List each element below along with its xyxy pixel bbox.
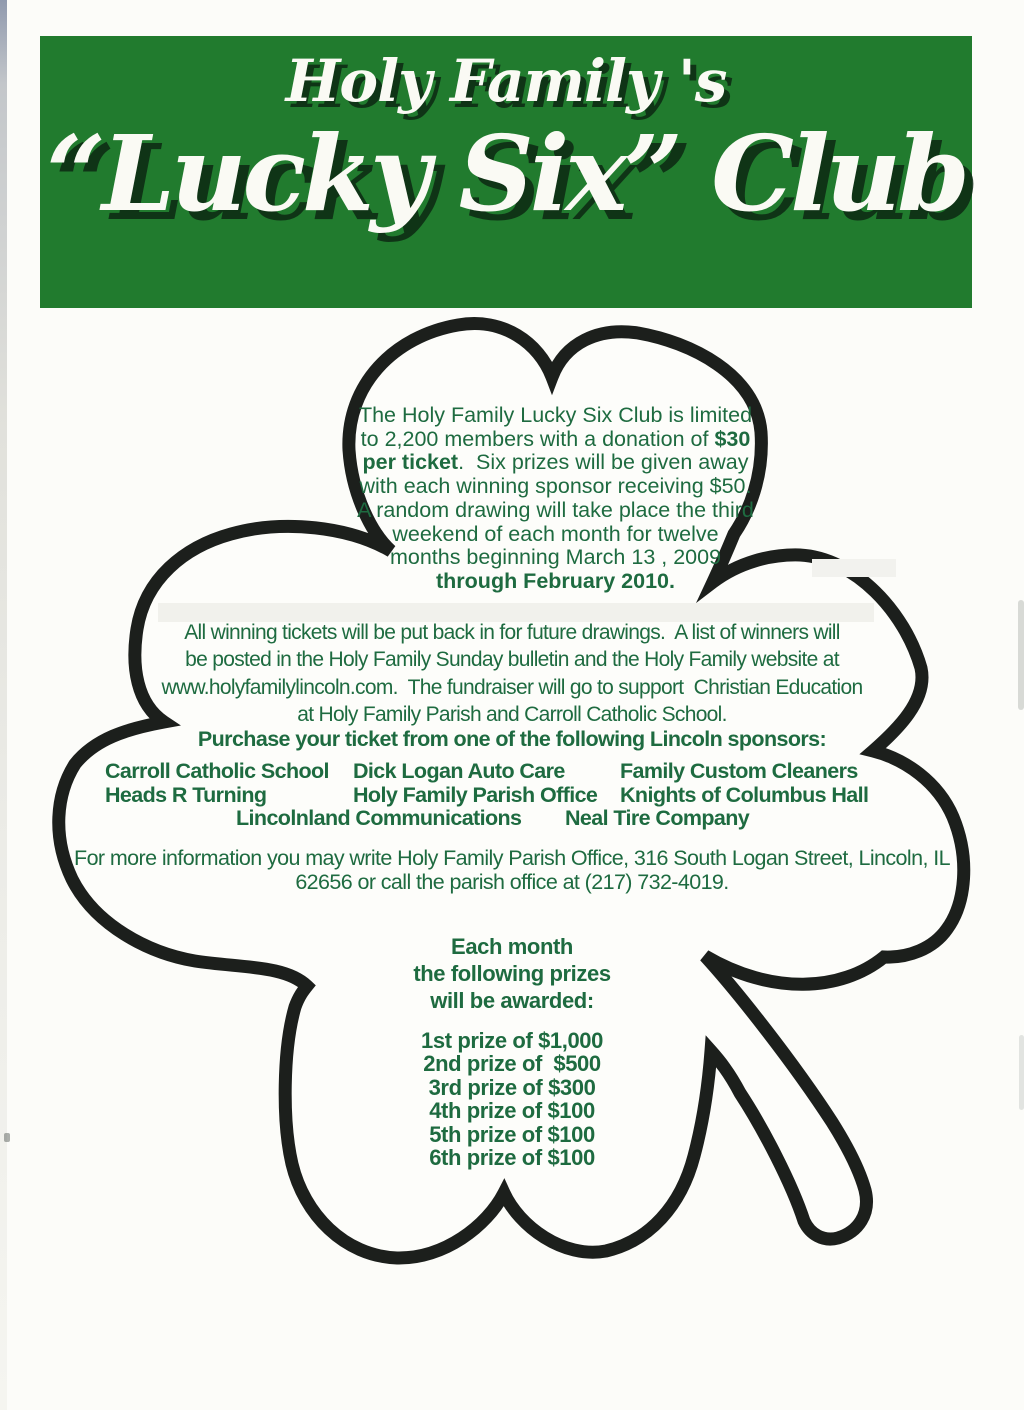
intro-line: through February 2010.	[436, 568, 675, 593]
intro-line: months beginning March 13 , 2009	[389, 545, 722, 570]
prizes-heading-line: will be awarded:	[430, 988, 594, 1014]
intro-line: per ticket. Six prizes will be given away	[362, 450, 749, 475]
sponsor-name: Lincolnland Communications	[236, 805, 522, 830]
prizes-heading-line: the following prizes	[413, 961, 611, 987]
sponsor-name: Holy Family Parish Office	[353, 782, 598, 807]
sponsor-name: Heads R Turning	[105, 782, 267, 807]
sponsors-list	[0, 759, 1024, 831]
sponsor-name: Dick Logan Auto Care	[353, 759, 565, 783]
prizes-heading-line: Each month	[451, 934, 573, 959]
sponsor-name: Family Custom Cleaners	[620, 759, 858, 783]
sponsor-name: Carroll Catholic School	[105, 759, 329, 783]
prize-item: 2nd prize of $500	[423, 1051, 601, 1077]
details-line: be posted in the Holy Family Sunday bulletin and the Holy Family website at	[185, 648, 839, 672]
sponsor-row	[0, 759, 1024, 783]
details-line: www.holyfamilylincoln.com. The fundraiser will go to support Christian Education	[161, 675, 863, 699]
prizes-list	[40, 1029, 984, 1169]
prize-item: 3rd prize of $300	[428, 1074, 596, 1100]
title-banner	[40, 36, 972, 308]
banner-subtitle: Holy Family 's	[285, 47, 727, 115]
prize-item: 6th prize of $100	[429, 1145, 595, 1171]
intro-paragraph	[308, 404, 803, 594]
intro-line: with each winning sponsor receiving $50.	[359, 474, 752, 499]
sponsors-heading: Purchase your ticket from one of the following Lincoln sponsors:	[197, 727, 827, 751]
details-line: All winning tickets will be put back in for future drawings. A list of winners will	[184, 621, 840, 644]
prize-item: 1st prize of $1,000	[421, 1028, 603, 1053]
banner-title: “Lucky Six” Club	[46, 112, 966, 235]
intro-line: weekend of each month for twelve	[392, 521, 719, 546]
contact-line: 62656 or call the parish office at (217) 732-4019.	[295, 869, 729, 894]
intro-line: The Holy Family Lucky Six Club is limited	[358, 403, 753, 427]
prize-item: 4th prize of $100	[429, 1098, 595, 1124]
scan-band-small	[812, 559, 896, 577]
prize-item: 5th prize of $100	[429, 1121, 595, 1147]
details-line: at Holy Family Parish and Carroll Catholic School.	[297, 703, 727, 727]
sponsor-name: Neal Tire Company	[565, 805, 750, 830]
sponsor-name: Knights of Columbus Hall	[620, 782, 869, 807]
contact-paragraph	[30, 847, 994, 894]
details-paragraph	[40, 619, 984, 729]
sponsor-row	[0, 806, 1024, 830]
contact-line: For more information you may write Holy Family Parish Office, 316 South Logan Street, Lincoln, IL	[74, 846, 950, 870]
intro-line: A random drawing will take place the third	[357, 497, 754, 522]
sponsor-row	[0, 783, 1024, 807]
prizes-heading	[40, 933, 984, 1015]
intro-line: to 2,200 members with a donation of $30	[360, 426, 751, 451]
